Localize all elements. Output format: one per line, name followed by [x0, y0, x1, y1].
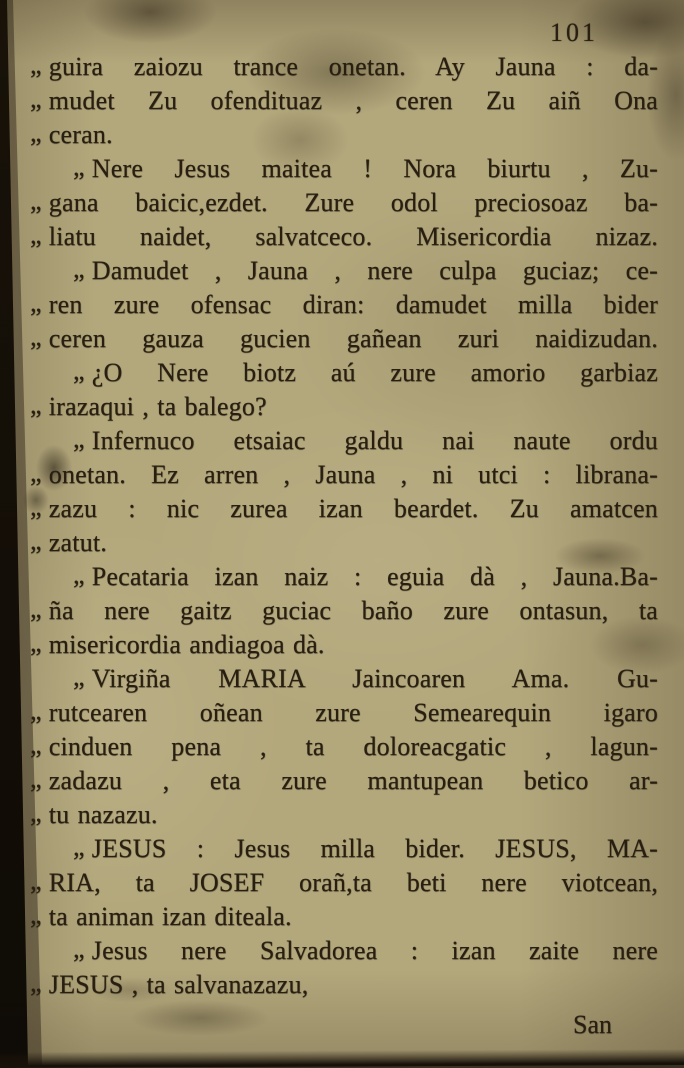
quote-mark: „ [30, 458, 42, 487]
line-text: ¿O Nere biotz aú zure amorio garbiaz [91, 358, 658, 387]
line-text: ña nere gaitz guciac baño zure ontasun, ta [48, 596, 658, 625]
quote-mark: „ [30, 186, 42, 215]
quote-mark: „ [30, 730, 42, 759]
text-line [30, 628, 658, 662]
quote-mark: „ [30, 866, 42, 895]
line-text: Virgiña MARIA Jaincoaren Ama. Gu- [91, 664, 658, 693]
text-line [30, 152, 658, 186]
quote-mark: „ [30, 900, 42, 929]
line-text: zatut. [48, 528, 107, 557]
line-text: tu nazazu. [48, 800, 158, 829]
text-line [30, 220, 658, 254]
page-text [30, 50, 658, 1002]
quote-mark: „ [73, 934, 85, 963]
quote-mark: „ [30, 798, 42, 827]
line-text: zazu : nic zurea izan beardet. Zu amatcen [48, 494, 658, 523]
text-line [30, 934, 658, 968]
quote-mark: „ [30, 968, 42, 997]
text-line [30, 764, 658, 798]
line-text: ceren gauza gucien gañean zuri naidizudan. [48, 324, 658, 353]
quote-mark: „ [30, 492, 42, 521]
text-line [30, 322, 658, 356]
line-text: irazaqui , ta balego? [48, 392, 267, 421]
quote-mark: „ [30, 628, 42, 657]
catchword: San [573, 1010, 612, 1039]
quote-mark: „ [73, 560, 85, 589]
text-line [30, 356, 658, 390]
quote-mark: „ [73, 254, 85, 283]
text-line [30, 186, 658, 220]
text-line [30, 390, 658, 424]
quote-mark: „ [30, 526, 42, 555]
text-line [30, 968, 658, 1002]
text-line [30, 866, 658, 900]
quote-mark: „ [30, 322, 42, 351]
text-line [30, 424, 658, 458]
line-text: rutcearen oñean zure Semearequin igaro [48, 698, 658, 727]
quote-mark: „ [30, 220, 42, 249]
line-text: Infernuco etsaiac galdu nai naute ordu [91, 426, 658, 455]
text-line [30, 526, 658, 560]
text-line [30, 50, 658, 84]
line-text: RIA, ta JOSEF orañ,ta beti nere viotcean, [48, 868, 658, 897]
line-text: gana baicic,ezdet. Zure odol preciosoaz ba- [48, 188, 658, 217]
line-text: Pecataria izan naiz : eguia dà , Jauna.Ba- [91, 562, 658, 591]
page-number: 101 [550, 18, 598, 47]
text-line [30, 118, 658, 152]
text-line [30, 560, 658, 594]
line-text: onetan. Ez arren , Jauna , ni utci : librana- [48, 460, 658, 489]
line-text: ren zure ofensac diran: damudet milla bider [48, 290, 658, 319]
quote-mark: „ [30, 84, 42, 113]
text-line [30, 288, 658, 322]
text-line [30, 84, 658, 118]
text-line [30, 798, 658, 832]
line-text: misericordia andiagoa dà. [48, 630, 325, 659]
line-text: Damudet , Jauna , nere culpa guciaz; ce- [91, 256, 658, 285]
quote-mark: „ [73, 356, 85, 385]
quote-mark: „ [30, 764, 42, 793]
quote-mark: „ [30, 390, 42, 419]
line-text: JESUS , ta salvanazazu, [48, 970, 309, 999]
line-text: ta animan izan diteala. [48, 902, 292, 931]
quote-mark: „ [73, 152, 85, 181]
text-line [30, 492, 658, 526]
quote-mark: „ [30, 594, 42, 623]
line-text: cinduen pena , ta doloreacgatic , lagun- [48, 732, 658, 761]
text-line [30, 254, 658, 288]
line-text: zadazu , eta zure mantupean betico ar- [48, 766, 658, 795]
quote-mark: „ [30, 50, 42, 79]
quote-mark: „ [30, 288, 42, 317]
text-line [30, 832, 658, 866]
text-line [30, 662, 658, 696]
line-text: JESUS : Jesus milla bider. JESUS, MA- [91, 834, 658, 863]
page-bottom-edge-shadow [0, 1049, 684, 1068]
line-text: Jesus nere Salvadorea : izan zaite nere [91, 936, 658, 965]
quote-mark: „ [73, 424, 85, 453]
line-text: liatu naidet, salvatceco. Misericordia nizaz. [48, 222, 658, 251]
text-line [30, 730, 658, 764]
line-text: ceran. [48, 120, 113, 149]
quote-mark: „ [30, 696, 42, 725]
text-line [30, 594, 658, 628]
line-text: guira zaiozu trance onetan. Ay Jauna : da- [48, 52, 658, 81]
quote-mark: „ [73, 662, 85, 691]
quote-mark: „ [73, 832, 85, 861]
quote-mark: „ [30, 118, 42, 147]
text-line [30, 900, 658, 934]
line-text: Nere Jesus maitea ! Nora biurtu , Zu- [91, 154, 658, 183]
line-text: mudet Zu ofendituaz , ceren Zu aiñ Ona [48, 86, 658, 115]
text-line [30, 458, 658, 492]
text-line [30, 696, 658, 730]
